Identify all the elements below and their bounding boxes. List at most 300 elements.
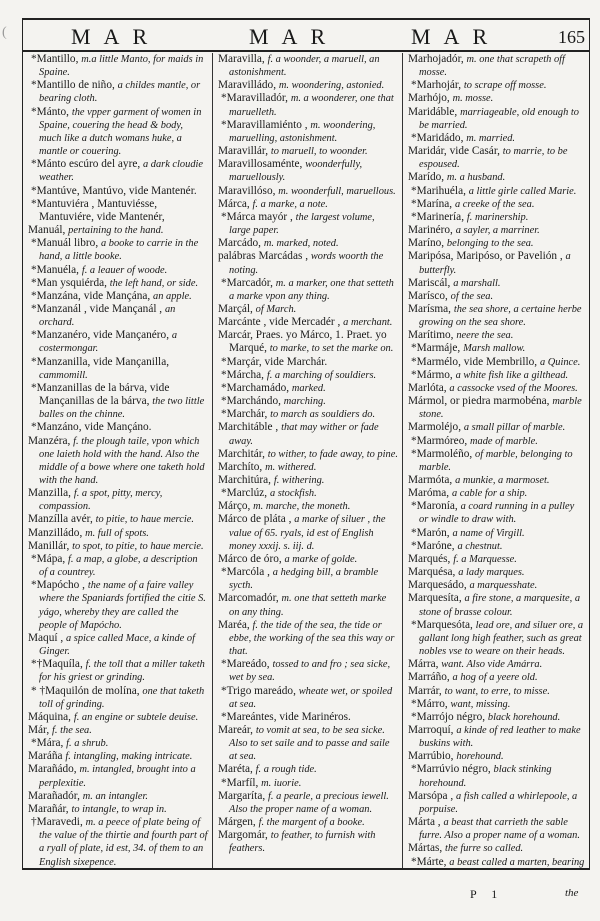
dictionary-entry [408,356,585,369]
running-head-center: MAR [249,24,339,49]
definition: f. a woonder, a maruell, an astonishment. [229,54,380,79]
definition: f. a map, a globe, a description of a countrey. [39,553,198,579]
dictionary-entry [218,250,398,276]
dictionary-entry [408,566,585,579]
dictionary-entry [218,145,398,158]
entry-mark: * [31,355,37,368]
headword: Marcomadór, [218,592,279,605]
entry-mark: *† [31,658,43,671]
headword: Marquesádo, [408,579,467,592]
dictionary-entry [408,685,585,698]
headword: Márra, [408,658,439,671]
headword: Marmóta, [408,474,453,486]
headword: Mármol, or piedra marmobéna, [408,395,550,408]
definition: want. Also vide Amárra. [441,659,543,671]
headword: Marchándo, [226,395,281,408]
headword: Maquí , [28,631,64,644]
headword: Mármo, [416,368,453,381]
definition: a fire stone, a marquesite, a stone of brasse colour. [419,593,581,618]
dictionary-entry [28,658,208,684]
dictionary-entry [218,816,398,829]
running-head-left: MAR [71,24,161,49]
definition: to spot, to pitie, to haue mercie. [72,540,204,552]
entry-mark: * [31,158,37,171]
dictionary-entry [28,106,208,159]
dictionary-entry [408,500,585,526]
definition: to marke, to set the marke on. [269,343,394,355]
headword: Maravilladór, [226,92,289,105]
definition: want, missing. [450,698,511,710]
definition: m. marked, noted. [263,238,339,250]
dictionary-entry [408,698,585,711]
entry-mark: * [31,53,37,65]
headword: Manzéra, [28,434,71,447]
headword: Maquilón de molína, [45,684,140,697]
definition: a chestnut. [457,540,503,552]
dictionary-entry [408,553,585,566]
definition: a Quince. [539,356,581,368]
headword: Marçál, [218,302,253,315]
dictionary-entry [218,382,398,395]
entry-mark: * [221,395,227,408]
definition: to scrape off mosse. [463,80,547,92]
dictionary-entry [218,619,398,658]
headword: Márca mayór , [226,210,293,223]
dictionary-entry [218,395,398,408]
dictionary-entry [218,566,398,592]
headword: Márte, [416,855,447,868]
dictionary-entry [28,540,208,553]
dictionary-entry [218,777,398,790]
headword: Manuál, [28,224,66,237]
entry-mark: * [31,276,37,289]
headword: Maríno, [408,237,445,250]
definition: a marke of golde. [284,553,358,565]
dictionary-entry [408,303,585,329]
entry-mark: * [31,381,37,394]
definition: neere the sea. [456,330,514,342]
definition: a little girle called Marie. [468,185,577,197]
headword: Marhojadór, [408,53,464,65]
entry-mark: * [31,237,37,250]
definition: a hog of a yeere old. [452,672,538,684]
definition: words woorth the noting. [229,251,384,276]
definition: f. a marching of souldiers. [266,369,377,381]
headword: Marmóreo, [416,434,468,447]
headword: Máquina, [28,710,71,723]
dictionary-entry [408,711,585,724]
entry-mark: * [31,329,37,342]
headword: Maróne, [416,539,455,552]
entry-mark: * [411,539,417,552]
definition: marching. [283,396,326,408]
dictionary-entry [218,461,398,474]
headword: Marchamádo, [226,381,290,394]
dictionary-entry [28,790,208,803]
dictionary-entry [28,579,208,632]
dictionary-entry [408,540,585,553]
dictionary-entry [408,816,585,842]
column-left [23,53,213,870]
definition: m. a husband. [446,172,506,184]
headword: Marhojár, [416,79,462,92]
headword: Manzáno, vide Mançáno. [36,421,152,434]
definition: a creeke of the sea. [454,198,535,210]
definition: m. withered. [265,461,317,473]
definition: a marquesshate. [469,580,538,592]
definition: an orchard. [39,303,176,329]
definition: to pitie, to haue mercie. [95,514,194,526]
headword: Manzilládo, [28,526,83,539]
dictionary-entry [218,421,398,447]
dictionary-entry [408,132,585,145]
definition: f. withering. [273,475,325,486]
dictionary-entry [408,382,585,395]
definition: of the sea. [450,290,494,302]
headword: Márro, [416,697,448,710]
dictionary-entry [408,224,585,237]
dictionary-entry [28,79,208,105]
dictionary-entry [218,211,398,237]
definition: a dark cloudie weather. [39,159,204,184]
dictionary-entry [218,592,398,618]
definition: lead ore, and siluer ore, a gallant long high feather, such as great nobles vse to weare on their heads. [419,619,584,658]
headword: Marítimo, [408,329,454,342]
headword: Mantúve, Mantúvo, vide Mantenér. [36,184,197,197]
dictionary-entry [218,790,398,816]
headword: Manzanéro, vide Mançanéro, [36,329,170,342]
headword: Marrúvio négro, [416,763,491,776]
dictionary-entry [218,198,398,211]
definition: m. woondering, maruelling, astonishment. [229,119,376,144]
entry-mark: * † [31,684,46,697]
entry-mark: * [221,658,227,671]
entry-mark: * [411,79,417,92]
headword: Manzána, vide Mançána, [36,289,151,302]
entry-mark: * [221,355,227,368]
definition: of marble, belonging to marble. [419,448,573,473]
headword: Manzanál , vide Mançanál , [36,302,163,315]
definition: one that taketh toll of grinding. [39,685,205,710]
dictionary-entry [28,290,208,303]
dictionary-entry [218,724,398,763]
entry-columns [23,53,589,870]
dictionary-entry [408,435,585,448]
entry-mark: * [411,763,417,776]
dictionary-entry [408,856,585,869]
dictionary-entry [218,487,398,500]
definition: a beast that carrieth the sable furre. Also a proper name of a woman. [419,817,580,842]
entry-mark: * [411,434,417,447]
entry-mark: * [31,263,37,276]
dictionary-entry [28,329,208,355]
headword: Marquesíta, [408,592,462,605]
page-edge-mark: ( [2,25,7,40]
dictionary-entry [408,448,585,474]
headword: Marchitár, [218,447,265,460]
entry-mark: * [221,118,227,131]
definition: a name of Virgill. [452,527,525,539]
dictionary-entry [28,421,208,434]
definition: to intangle, to wrap in. [71,803,167,815]
dictionary-entry [28,237,208,263]
headword: Marísma, [408,302,451,315]
headword: Maronía, [416,500,458,513]
definition: the vpper garment of women in Spaine, couering the head & body, much like a dutch womans huke, a mantle or couering. [39,106,202,158]
dictionary-entry [408,53,585,79]
dictionary-entry [408,342,585,355]
headword: Marráño, [408,671,450,684]
dictionary-entry [218,763,398,776]
definition: f. a leauer of woode. [81,264,168,276]
headword: Marinéro, [408,224,453,237]
definition: f. a marke, a note. [252,198,328,210]
dictionary-entry [28,487,208,513]
dictionary-entry [28,382,208,421]
dictionary-entry [28,685,208,711]
headword: Marcóla , [226,566,270,579]
definition: a lady marques. [458,567,525,579]
headword: Marrúbio, [408,750,454,763]
headword: Marçár, vide Marchár. [226,355,328,368]
definition: f. the sea. [52,724,92,736]
headword: Marsópa , [408,789,454,802]
column-right [403,53,589,870]
dictionary-entry [218,658,398,684]
definition: a fish called a whirlepoole, a porpuise. [419,790,578,815]
dictionary-entry [28,816,208,869]
dictionary-entry [408,106,585,132]
headword: Mantuviéra , Mantuviésse, Mantuviére, vide Mantenér, [36,197,165,223]
headword: Marmoléño, [416,447,473,460]
headword: Márcha, [226,368,264,381]
headword: Mápa, [36,552,66,565]
definition: to vomit at sea, to be sea sicke. Also to set saile and to passe and saile at sea. [229,724,390,763]
dictionary-entry [408,790,585,816]
definition: m. woondering, astonied. [278,80,385,92]
dictionary-entry [408,250,585,276]
dictionary-entry [28,750,208,763]
headword: Marquésa, [408,566,456,579]
entry-mark: * [221,684,227,697]
headword: Margomár, [218,829,268,842]
headword: Mareántes, vide Marinéros. [226,710,351,723]
headword: Man ysquiérda, [36,276,107,289]
headword: Marlóta, [408,381,447,394]
dictionary-entry [408,474,585,487]
dictionary-entry [218,158,398,184]
definition: f. the margent of a booke. [258,817,365,829]
definition: Marsh mallow. [463,343,526,355]
definition: pertaining to the hand. [68,225,164,237]
entry-mark: * [221,92,227,105]
definition: marble stone. [419,396,582,421]
headword: Már, [28,723,50,736]
dictionary-entry [408,369,585,382]
headword: Margaríta, [218,789,266,802]
dictionary-entry [28,513,208,526]
entry-mark: * [411,447,417,460]
definition: the largest volume, large paper. [229,211,375,237]
definition: a sayler, a marriner. [455,225,540,237]
headword: Maravillosaménte, [218,158,303,171]
definition: f. a Marquesse. [453,553,517,565]
headword: Marañádo, [28,763,77,776]
headword: Marchitáble , [218,421,279,434]
headword: Maravillamiénto , [226,118,308,131]
headword: Marína, [416,197,453,210]
headword: Mára, [36,737,64,750]
dictionary-entry [28,435,208,488]
definition: m. full of spots. [85,527,149,539]
definition: a stockfish. [269,488,317,500]
definition: f. the tide of the sea, the tide or ebbe, the working of the sea this way or that. [229,619,395,658]
dictionary-entry [408,329,585,342]
headword: Marchár, [226,408,268,421]
definition: m. woonderfull, maruellous. [278,185,396,197]
dictionary-entry [408,290,585,303]
dictionary-entry [408,211,585,224]
signature-mark: P 1 [470,887,504,901]
headword: Manzanillas de la bárva, vide Mançanillas de la bárva, [36,381,170,408]
headword: Mareádo, [226,658,270,671]
headword: Maráña [28,750,63,763]
dictionary-entry [218,513,398,552]
headword: Márta , [408,816,441,829]
running-header [23,20,589,52]
definition: a marke of siluer , the value of 65. ryals, id est of English money xxxij. s. iij. d. [229,514,386,552]
definition: marked. [291,382,326,394]
definition: f. the plough taile, vpon which one laieth hold with the hand. Also the middle of a bowe where one taketh hold with the hand. [39,435,205,486]
headword: Mártas, [408,842,443,855]
headword: Marañadór, [28,789,80,802]
dictionary-entry [408,487,585,500]
dictionary-entry [218,277,398,303]
dictionary-entry [408,395,585,421]
dictionary-entry [408,92,585,105]
headword: Maravillóso, [218,184,276,197]
definition: woonderfully, maruellously. [229,159,363,184]
dictionary-entry [218,369,398,382]
headword: Manuál libro, [36,237,99,250]
entry-mark: * [221,381,227,394]
headword: Manzanilla, vide Mançanilla, [36,355,170,368]
entry-mark: * [31,552,37,565]
dictionary-entry [218,53,398,79]
headword: Maridádo, [416,131,464,144]
dictionary-entry [28,711,208,724]
definition: the two little balles on the chinne. [39,396,205,421]
dictionary-entry [218,356,398,369]
dictionary-entry [28,224,208,237]
headword: Marrójo négro, [416,710,486,723]
headword: Mánto escúro del ayre, [36,158,141,171]
headword: Manuéla, [36,263,80,276]
definition: a costermongar. [39,330,178,355]
headword: Marcár, Praes. yo Márco, 1. Praet. yo Marqué, [218,329,387,355]
dictionary-entry [408,619,585,658]
definition: to want, to erre, to misse. [444,685,550,697]
headword: Márço, [218,500,251,513]
dictionary-page [22,18,590,870]
dictionary-entry [218,79,398,92]
running-head-right: MAR [411,24,501,49]
dictionary-entry [28,185,208,198]
headword: Marrár, [408,684,442,697]
definition: m. one that scrapeth off mosse. [419,54,565,79]
definition: of March. [255,303,297,315]
dictionary-entry [218,408,398,421]
entry-mark: * [411,710,417,723]
headword: Mantillo, [36,53,79,65]
headword: Marhójo, [408,92,450,105]
entry-mark: † [31,816,37,829]
headword: Marquesóta, [416,618,473,631]
dictionary-entry [218,119,398,145]
headword: Marchitúra, [218,474,272,486]
definition: horehound. [456,751,504,763]
dictionary-entry [218,185,398,198]
dictionary-entry [408,750,585,763]
definition: a hedging bill, a bramble sycth. [229,567,379,592]
entry-mark: * [31,79,37,92]
dictionary-entry [408,724,585,750]
dictionary-entry [408,185,585,198]
dictionary-entry [408,527,585,540]
headword: Maréa, [218,618,250,631]
entry-mark: * [221,276,227,289]
definition: cammomill. [39,369,88,381]
definition: m. marche, the moneth. [253,501,351,513]
dictionary-entry [408,237,585,250]
dictionary-entry [28,763,208,789]
entry-mark: * [411,184,417,197]
entry-mark: * [411,618,417,631]
definition: m. a marker, one that setteth a marke vpon any thing. [229,277,394,302]
headword: Marído, [408,171,445,184]
definition: black horehound. [487,711,561,723]
definition: tossed to and fro ; sea sicke, wet by sea. [229,659,391,684]
definition: that may wither or fade away. [229,422,379,447]
headword: Marihuéla, [416,184,466,197]
headword: Maridáble, [408,105,458,118]
definition: m. intangled, brought into a perplexitie. [39,764,196,789]
headword: Mapócho , [36,579,85,592]
headword: Maravedi, [36,816,83,829]
entry-mark: * [221,408,227,421]
headword: Manillár, [28,539,70,552]
entry-mark: * [411,526,417,539]
definition: a butterfly. [419,251,571,276]
entry-mark: * [411,855,417,868]
headword: Marclúz, [226,487,268,500]
definition: f. marinership. [466,211,529,223]
dictionary-entry [218,237,398,250]
definition: the sea shore, a certaine herbe growing on the sea shore. [419,303,582,329]
headword: Maravilla, [218,53,265,65]
definition: m. an intangler. [82,790,148,802]
definition: a cassocke vsed of the Moores. [449,382,578,394]
headword: Marfíl, [226,776,259,789]
definition: to marrie, to be espoused. [419,146,568,171]
definition: wheate wet, or spoiled at sea. [229,685,393,710]
headword: Márco de óro, [218,552,282,565]
entry-mark: * [31,184,37,197]
entry-mark: * [411,697,417,710]
entry-mark: * [221,368,227,381]
headword: Marísco, [408,289,448,302]
dictionary-entry [408,592,585,618]
